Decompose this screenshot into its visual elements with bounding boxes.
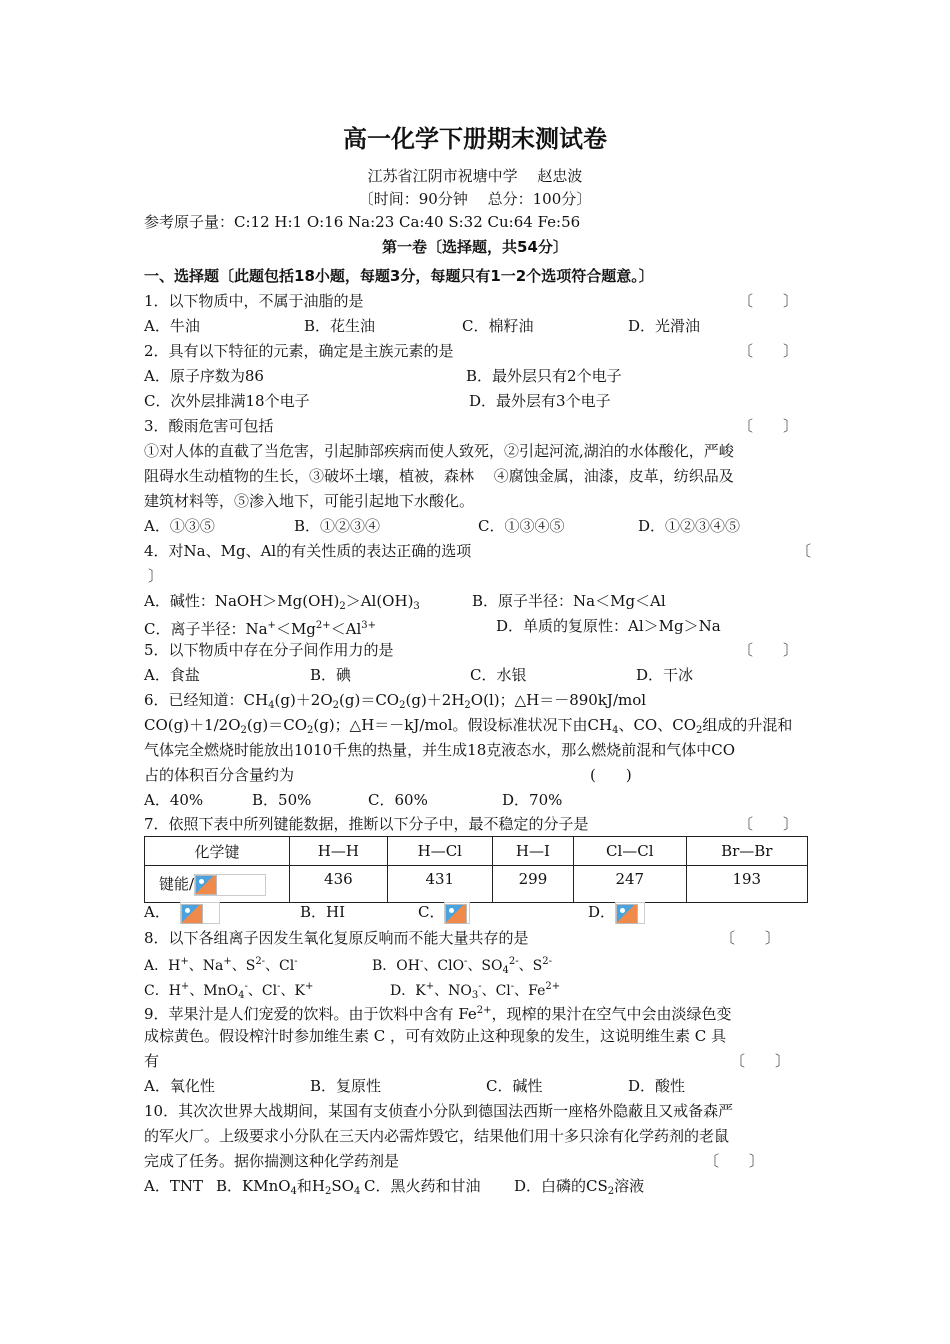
q6-line-3: 气体完全燃烧时能放出1010千焦的热量，并生成18克液态水，那么燃烧前混和气体中CO xyxy=(144,741,736,759)
q3-option-b: B．①②③④ xyxy=(294,517,381,535)
broken-image-icon xyxy=(195,875,217,895)
q9-bracket: 〔 〕 xyxy=(730,1052,791,1070)
q10-option-a: A．TNT xyxy=(144,1177,203,1195)
q1-bracket: 〔 〕 xyxy=(738,292,799,310)
q3-option-a: A．①③⑤ xyxy=(144,517,215,535)
q9-option-d: D．酸性 xyxy=(628,1077,686,1095)
q8-option-a: A．H+、Na+、$S^{2-}$、Cl- xyxy=(144,956,298,974)
q5-option-d: D．干冰 xyxy=(636,666,694,684)
q2-option-a: A．原子序数为86 xyxy=(144,367,264,385)
broken-image-icon xyxy=(616,904,638,924)
q4-option-a: A．碱性：$NaOH>Mg(OH)_2>Al(OH)_3$ xyxy=(144,592,420,612)
q4-bracket-open: 〔 xyxy=(796,542,812,560)
q8-option-c: C．H+、MnO$_4$-、Cl-、K+ xyxy=(144,981,314,1001)
q2-option-d: D．最外层有3个电子 xyxy=(469,392,611,410)
q6-line-1: 6．已经知道：$CH_4(g)+2O_2(g)=CO_2(g)+2H_2O(l)$；△H＝－890kJ/mol xyxy=(144,691,647,711)
table-header-cell: Br—Br xyxy=(686,837,807,866)
q5-option-a: A．食盐 xyxy=(144,666,200,684)
q1-option-b: B．花生油 xyxy=(304,317,376,335)
q8-option-d: D．K+、$NO_3^-$、Cl-、$Fe^{2+}$ xyxy=(390,981,561,1001)
q2-bracket: 〔 〕 xyxy=(738,342,799,360)
table-cell: 436 xyxy=(290,866,388,903)
q4-stem: 4．对Na、Mg、Al的有关性质的表达正确的选项 xyxy=(144,542,472,560)
table-header-cell: H—Cl xyxy=(387,837,492,866)
q7-option-a: A． xyxy=(144,902,220,924)
q3-option-c: C．①③④⑤ xyxy=(478,517,565,535)
q2-option-c: C．次外层排满18个电子 xyxy=(144,392,310,410)
table-row-label: 键能/ xyxy=(145,866,290,903)
q5-option-c: C．水银 xyxy=(470,666,527,684)
q3-option-d: D．①②③④⑤ xyxy=(638,517,741,535)
q3-body-3: 建筑材料等，⑤渗入地下，可能引起地下水酸化。 xyxy=(144,492,475,510)
q9-option-a: A．氧化性 xyxy=(144,1077,215,1095)
q6-option-b: B．50% xyxy=(252,791,312,809)
q7-stem: 7．依照下表中所列键能数据，推断以下分子中，最不稳定的分子是 xyxy=(144,815,589,833)
table-header-cell: Cl—Cl xyxy=(574,837,687,866)
atomic-mass-line: 参考原子量：C:12 H:1 O:16 Na:23 Ca:40 S:32 Cu:64 Fe:56 xyxy=(144,213,581,231)
q7-option-c: C． xyxy=(418,902,470,924)
q2-option-b: B．最外层只有2个电子 xyxy=(466,367,622,385)
q9-line-1: 9．苹果汁是人们宠爱的饮料。由于饮料中含有 $Fe^{2+}$，现榨的果汁在空气中会由淡绿色变 xyxy=(144,1005,732,1023)
option-c-image xyxy=(444,902,470,924)
q1-option-d: D．光滑油 xyxy=(628,317,701,335)
author-line: 江苏省江阴市祝塘中学 赵忠波 xyxy=(367,167,583,185)
q10-line-3: 完成了任务。据你揣测这种化学药剂是 xyxy=(144,1152,400,1170)
q6-bracket: ( ) xyxy=(590,766,632,784)
q10-line-1: 10．其次次世界大战期间，某国有支侦查小分队到德国法西斯一座格外隐蔽且又戒备森严 xyxy=(144,1102,734,1120)
q1-option-c: C．棉籽油 xyxy=(462,317,534,335)
q3-bracket: 〔 〕 xyxy=(738,417,799,435)
part-title: 第一卷〔选择题，共54分〕 xyxy=(382,238,568,256)
q2-stem: 2．具有以下特征的元素，确定是主族元素的是 xyxy=(144,342,454,360)
q10-option-d: D．白磷的$CS_2$溶液 xyxy=(514,1177,645,1197)
table-cell: 431 xyxy=(387,866,492,903)
table-header-cell: H—H xyxy=(290,837,388,866)
q3-body-1: ①对人体的直截了当危害，引起肺部疾病而使人致死，②引起河流,湖泊的水体酸化，严峻 xyxy=(144,442,734,460)
q1-stem: 1．以下物质中，不属于油脂的是 xyxy=(144,292,364,310)
table-header-row xyxy=(145,837,808,866)
broken-image-icon xyxy=(181,904,203,924)
table-header-cell: 化学键 xyxy=(145,837,290,866)
q5-stem: 5．以下物质中存在分子间作用力的是 xyxy=(144,641,394,659)
table-header-cell: H—I xyxy=(492,837,573,866)
q4-option-b: B．原子半径：Na＜Mg＜Al xyxy=(472,592,666,610)
q8-option-b: B．OH-、ClO-、$SO_4^{2-}$、$S^{2-}$ xyxy=(372,956,552,976)
section-title: 一、选择题〔此题包括18小题，每题3分，每题只有1一2个选项符合题意。〕 xyxy=(144,267,654,285)
q6-option-d: D．70% xyxy=(502,791,563,809)
q3-body-2: 阻碍水生动植物的生长，③破坏土壤，植被，森林 ④腐蚀金属，油漆，皮革，纺织品及 xyxy=(144,467,734,485)
broken-image-icon xyxy=(445,904,467,924)
q4-option-d: D．单质的复原性：Al＞Mg＞Na xyxy=(496,617,721,635)
q7-option-b: B．HI xyxy=(300,903,346,921)
q5-bracket: 〔 〕 xyxy=(738,641,799,659)
q10-bracket: 〔 〕 xyxy=(704,1152,765,1170)
option-a-image xyxy=(180,902,220,924)
q6-option-a: A．40% xyxy=(144,791,204,809)
q3-stem: 3．酸雨危害可包括 xyxy=(144,417,274,435)
q9-option-c: C．碱性 xyxy=(486,1077,543,1095)
q9-option-b: B．复原性 xyxy=(310,1077,382,1095)
q7-bracket: 〔 〕 xyxy=(738,815,799,833)
q8-bracket: 〔 〕 xyxy=(720,929,781,947)
q4-option-c: C．离子半径：$Na^+<Mg^{2+}<Al^{3+}$ xyxy=(144,620,377,638)
unit-image-placeholder xyxy=(194,874,266,896)
table-cell: 193 xyxy=(686,866,807,903)
q6-line-2: $CO(g)+1/2O_2(g)=CO_2(g)$；△H＝－kJ/mol。假设标准状况下由$CH_4$、CO、$CO_2$组成的升混和 xyxy=(144,716,793,736)
q10-option-b: B．KMnO$_4$和$H_2SO_4$ xyxy=(216,1177,361,1197)
page-title: 高一化学下册期末测试卷 xyxy=(343,125,607,153)
table-row xyxy=(145,866,808,903)
bond-energy-table xyxy=(144,836,808,903)
q6-option-c: C．60% xyxy=(368,791,428,809)
q1-option-a: A．牛油 xyxy=(144,317,200,335)
q4-bracket-close: 〕 xyxy=(148,567,164,585)
q8-stem: 8．以下各组离子因发生氧化复原反响而不能大量共存的是 xyxy=(144,929,529,947)
q6-line-4: 占的体积百分含量约为 xyxy=(144,766,295,784)
q9-line-3: 有 xyxy=(144,1052,160,1070)
option-d-image xyxy=(615,902,645,924)
q5-option-b: B．碘 xyxy=(310,666,352,684)
q9-line-2: 成棕黄色。假设榨汁时参加维生素 C ，可有效防止这种现象的发生，这说明维生素 C 具 xyxy=(144,1027,727,1045)
time-score-line: 〔时间：90分钟 总分：100分〕 xyxy=(358,190,592,208)
q10-option-c: C．黑火药和甘油 xyxy=(364,1177,481,1195)
table-cell: 247 xyxy=(574,866,687,903)
q10-line-2: 的军火厂。上级要求小分队在三天内必需炸毁它，结果他们用十多只涂有化学药剂的老鼠 xyxy=(144,1127,730,1145)
table-cell: 299 xyxy=(492,866,573,903)
q7-option-d: D． xyxy=(588,902,645,924)
